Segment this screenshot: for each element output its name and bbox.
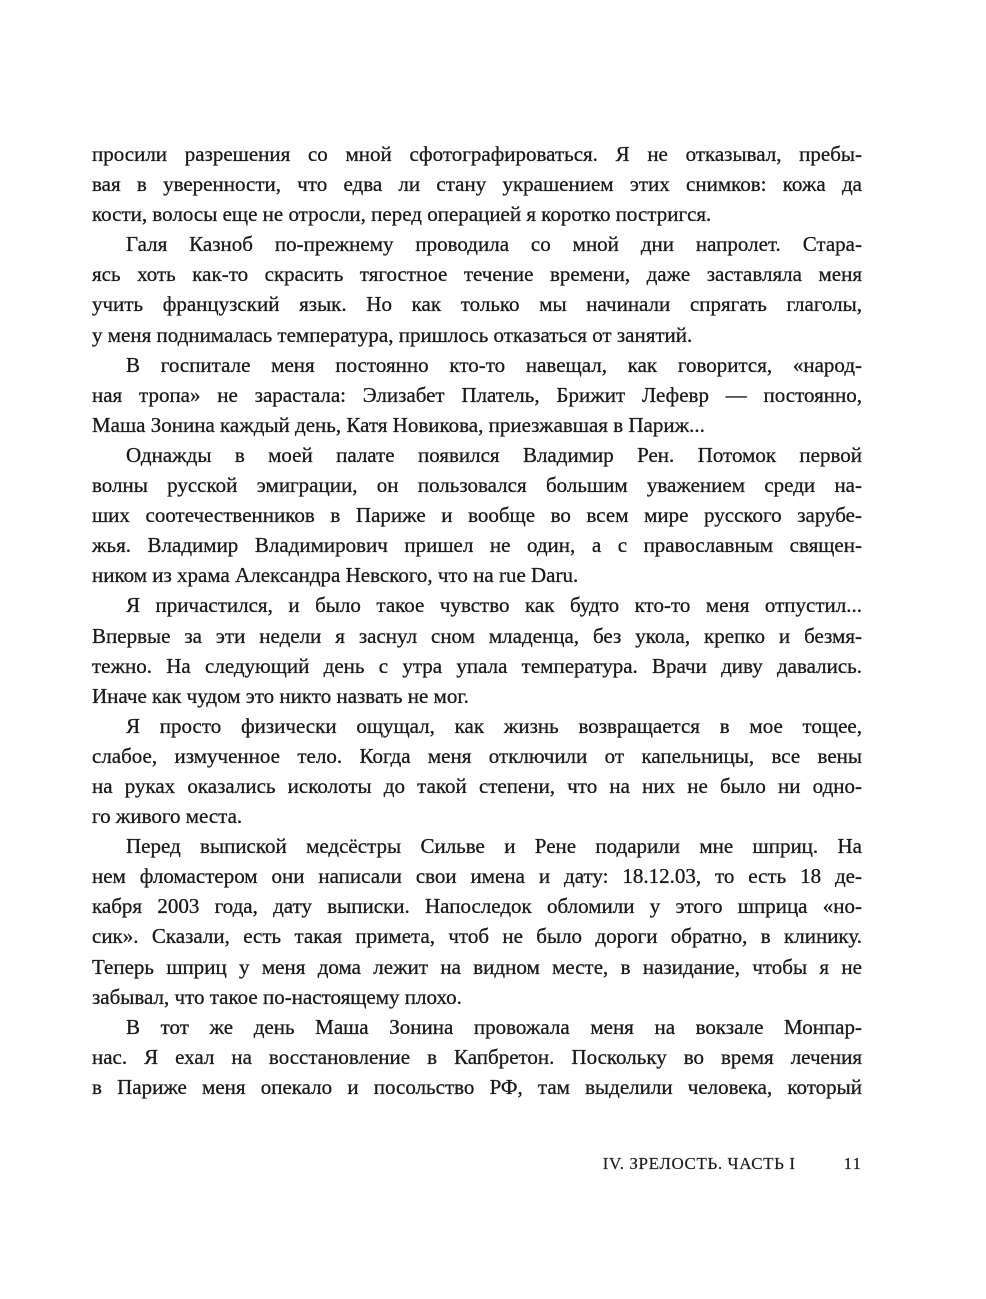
text-line: кости, волосы еще не отросли, перед операцией я коротко постригся. — [92, 202, 712, 227]
paragraph — [92, 139, 862, 229]
text-line: Маша Зонина каждый день, Катя Новикова, приезжавшая в Париж... — [92, 412, 705, 437]
paragraph — [92, 590, 862, 710]
text-line: слабое, измученное тело. Когда меня отключили от капельницы, все вены — [92, 743, 862, 768]
paragraph — [92, 229, 862, 349]
text-line: Я просто физически ощущал, как жизнь возвращается в мое тощее, — [126, 713, 862, 738]
paragraph — [92, 831, 862, 1012]
text-line: В госпитале меня постоянно кто-то навещал, как говорится, «народ- — [126, 352, 862, 377]
text-line: Перед выпиской медсёстры Сильве и Рене подарили мне шприц. На — [126, 834, 862, 859]
text-line: нем фломастером они написали свои имена и дату: 18.12.03, то есть 18 де- — [92, 864, 862, 889]
text-line: В тот же день Маша Зонина провожала меня на вокзале Монпар- — [126, 1014, 862, 1039]
text-line: ная тропа» не зарастала: Элизабет Платель, Брижит Лефевр — постоянно, — [92, 382, 862, 407]
text-line: ником из храма Александра Невского, что на rue Daru. — [92, 563, 579, 588]
text-line: волны русской эмиграции, он пользовался большим уважением среди на- — [92, 473, 862, 498]
text-line: ясь хоть как-то скрасить тягостное течение времени, даже заставляла меня — [92, 262, 862, 287]
text-line: на руках оказались исколоты до такой степени, что на них не было ни одно- — [92, 773, 862, 798]
text-line: Галя Казноб по-прежнему проводила со мной дни напролет. Стара- — [126, 232, 862, 257]
text-line: Теперь шприц у меня дома лежит на видном месте, в назидание, чтобы я не — [92, 954, 862, 979]
paragraph — [92, 1012, 862, 1102]
text-line: кабря 2003 года, дату выписки. Напоследок обломили у этого шприца «но- — [92, 894, 862, 919]
text-line: нас. Я ехал на восстановление в Капбретон. Поскольку во время лечения — [92, 1044, 862, 1069]
text-line: Впервые за эти недели я заснул сном младенца, без укола, крепко и безмя- — [92, 623, 862, 648]
footer-section-title: IV. ЗРЕЛОСТЬ. ЧАСТЬ I — [602, 1154, 796, 1173]
text-line: го живого места. — [92, 804, 243, 829]
text-line: Я причастился, и было такое чувство как будто кто-то меня отпустил... — [126, 593, 862, 618]
text-line: Иначе как чудом это никто назвать не мог. — [92, 683, 469, 708]
paragraph — [92, 711, 862, 831]
text-line: просили разрешения со мной сфотографироваться. Я не отказывал, пребы- — [92, 142, 862, 166]
text-line: сик». Сказали, есть такая примета, чтоб не было дороги обратно, в клинику. — [92, 924, 862, 949]
text-line: в Париже меня опекало и посольство РФ, там выделили человека, который — [92, 1074, 862, 1099]
paragraph — [92, 350, 862, 440]
paragraph — [92, 440, 862, 590]
running-footer — [603, 1154, 862, 1174]
body-text — [92, 139, 862, 1102]
text-line: забывал, что такое по-настоящему плохо. — [92, 984, 462, 1009]
text-line: тежно. На следующий день с утра упала температура. Врачи диву давались. — [92, 653, 862, 678]
page-number: 11 — [843, 1154, 862, 1173]
text-line: ших соотечественников в Париже и вообще во всем мире русского зарубе- — [92, 503, 862, 528]
text-line: учить французский язык. Но как только мы начинали спрягать глаголы, — [92, 292, 862, 317]
text-line: вая в уверенности, что едва ли стану украшением этих снимков: кожа да — [92, 172, 862, 197]
text-line: жья. Владимир Владимирович пришел не один, а с православным священ- — [92, 533, 862, 558]
text-line: у меня поднималась температура, пришлось отказаться от занятий. — [92, 322, 693, 347]
text-line: Однажды в моей палате появился Владимир Рен. Потомок первой — [126, 442, 862, 467]
